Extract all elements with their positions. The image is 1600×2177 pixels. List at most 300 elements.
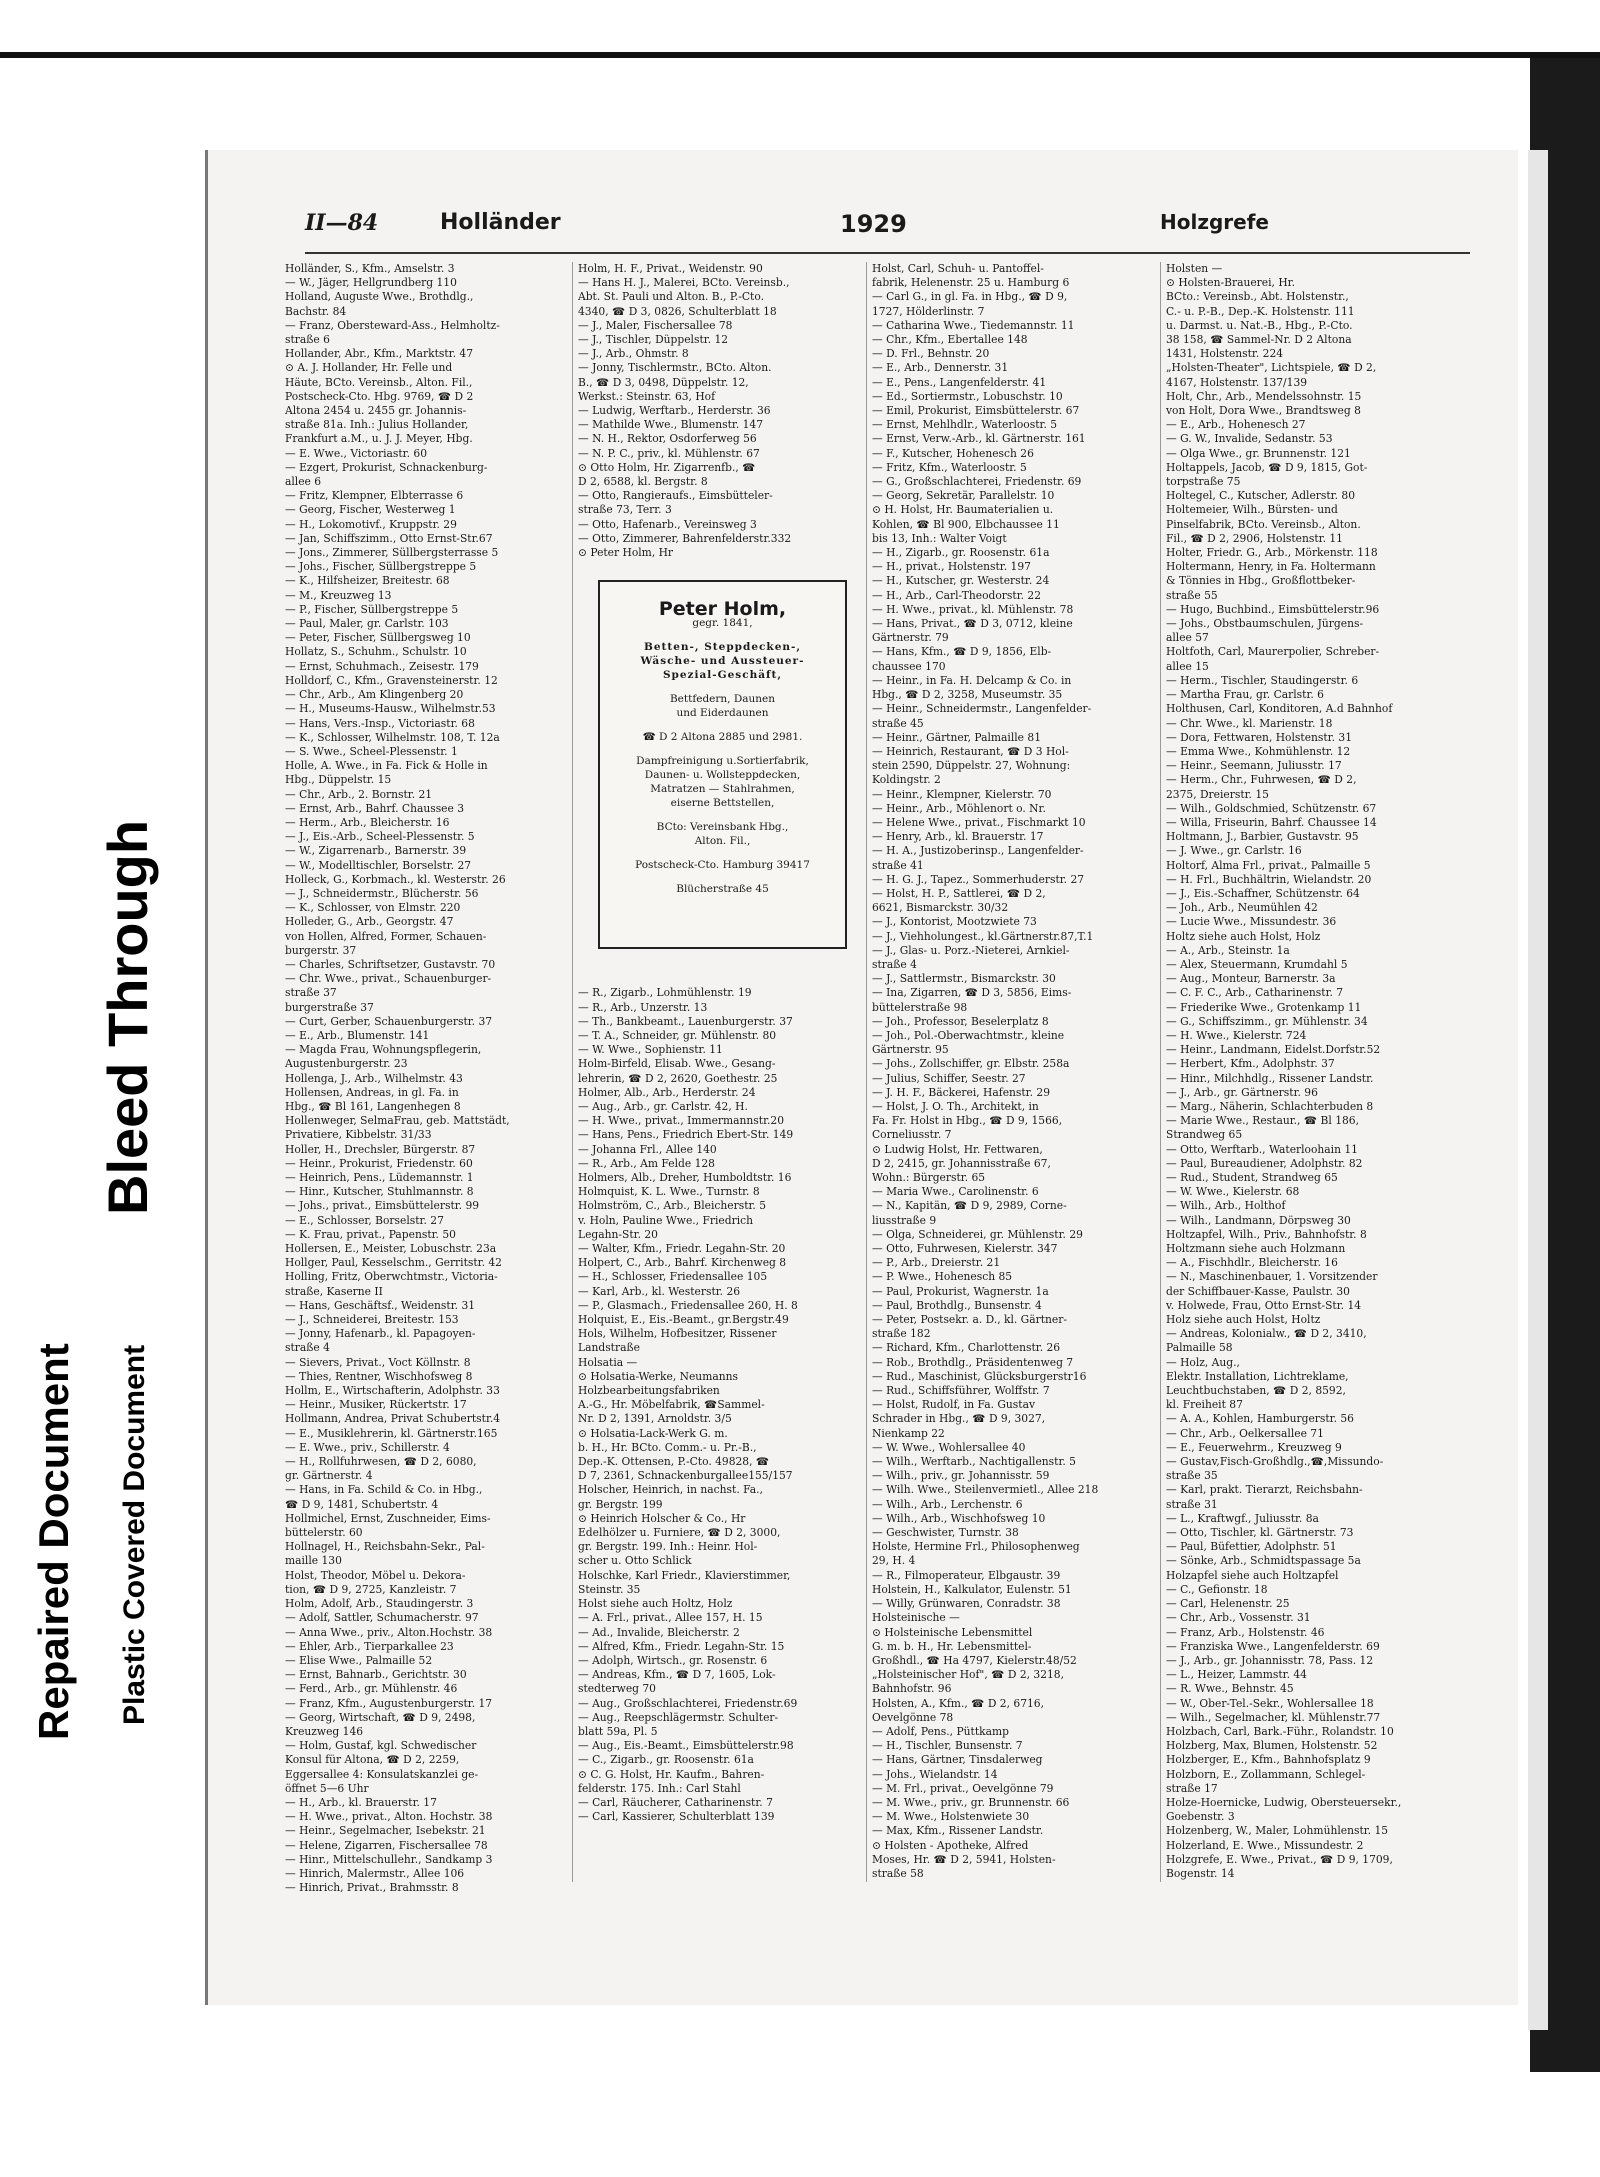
directory-entry: gr. Bergstr. 199. Inh.: Heinr. Hol-: [578, 1540, 758, 1554]
directory-entry: tion, ☎ D 9, 2725, Kanzleistr. 7: [285, 1582, 457, 1596]
directory-entry: — Thies, Rentner, Wischhofsweg 8: [285, 1369, 473, 1383]
directory-entry: — Heinr., Gärtner, Palmaille 81: [872, 730, 1041, 744]
directory-entry: — H. A., Justizoberinsp., Langenfelder-: [872, 844, 1084, 858]
ad-line: Bettfedern, Daunen: [669, 693, 776, 705]
directory-entry: Nienkamp 22: [872, 1426, 945, 1440]
directory-entry: — Mathilde Wwe., Blumenstr. 147: [578, 418, 764, 432]
directory-entry: Holzapfel siehe auch Holtzapfel: [1166, 1568, 1339, 1582]
directory-entry: — Joh., Professor, Beselerplatz 8: [872, 1014, 1049, 1028]
directory-entry: — J., Arb., Ohmstr. 8: [578, 347, 689, 361]
directory-entry: — T. A., Schneider, gr. Mühlenstr. 80: [578, 1028, 777, 1042]
directory-entry: — Alex, Steuermann, Krumdahl 5: [1166, 957, 1348, 971]
directory-entry: — Jonny, Tischlermstr., BCto. Alton.: [578, 361, 772, 375]
ad-phone: ☎ D 2 Altona 2885 und 2981.: [642, 731, 803, 743]
directory-entry: Holschke, Karl Friedr., Klavierstimmer,: [578, 1568, 791, 1582]
directory-entry: — Karl, prakt. Tierarzt, Reichsbahn-: [1166, 1483, 1363, 1497]
directory-entry: blatt 59a, Pl. 5: [578, 1724, 658, 1738]
ad-bank: Alton. Fil.,: [694, 835, 751, 847]
directory-entry: 29, H. 4: [872, 1554, 916, 1568]
directory-entry: — Heinr., Landmann, Eidelst.Dorfstr.52: [1166, 1043, 1381, 1057]
directory-entry: — Magda Frau, Wohnungspflegerin,: [285, 1043, 482, 1057]
directory-entry: — G. W., Invalide, Sedanstr. 53: [1166, 432, 1333, 446]
directory-entry: — Geschwister, Turnstr. 38: [872, 1526, 1019, 1540]
ad-line: Dampfreinigung u.Sortierfabrik,: [636, 755, 809, 767]
directory-entry: Edelhölzer u. Furniere, ☎ D 2, 3000,: [578, 1526, 781, 1540]
directory-entry: — W. Wwe., Wohlersallee 40: [872, 1440, 1026, 1454]
directory-entry: — Wilh., priv., gr. Johannisstr. 59: [872, 1469, 1050, 1483]
directory-entry: Landstraße: [578, 1341, 640, 1355]
directory-entry: — Adolph, Wirtsch., gr. Rosenstr. 6: [578, 1653, 768, 1667]
directory-entry: öffnet 5—6 Uhr: [285, 1781, 369, 1795]
directory-entry: — H. Frl., Buchhältrin, Wielandstr. 20: [1166, 872, 1372, 886]
directory-entry: Hollger, Paul, Kesselschm., Gerritstr. 42: [285, 1256, 502, 1270]
directory-entry: — A. Frl., privat., Allee 157, H. 15: [578, 1611, 763, 1625]
label-bleed-through: Bleed Through: [96, 819, 159, 1215]
directory-entry: Schrader in Hbg., ☎ D 9, 3027,: [872, 1412, 1046, 1426]
directory-entry: — Carl G., in gl. Fa. in Hbg., ☎ D 9,: [872, 290, 1068, 304]
directory-entry: — Herbert, Kfm., Adolphstr. 37: [1166, 1057, 1335, 1071]
directory-entry: — K. Frau, privat., Papenstr. 50: [285, 1227, 456, 1241]
directory-entry: straße, Kaserne II: [285, 1284, 383, 1298]
directory-entry: — W., Jäger, Hellgrundberg 110: [285, 276, 457, 290]
directory-entry: — A. A., Kohlen, Hamburgerstr. 56: [1166, 1412, 1354, 1426]
directory-entry: — Hans, Vers.-Insp., Victoriastr. 68: [285, 716, 475, 730]
directory-entry: — Ehler, Arb., Tierparkallee 23: [285, 1639, 454, 1653]
directory-entry: Hols, Wilhelm, Hofbesitzer, Rissener: [578, 1327, 777, 1341]
ad-founded: gegr. 1841,: [692, 617, 753, 629]
directory-entry: Holländer, S., Kfm., Amselstr. 3: [285, 262, 455, 275]
directory-entry: — Chr. Wwe., kl. Marienstr. 18: [1166, 716, 1333, 730]
directory-entry: — S. Wwe., Scheel-Plessenstr. 1: [285, 744, 458, 758]
directory-entry: — Ferd., Arb., gr. Mühlenstr. 46: [285, 1682, 458, 1696]
directory-entry: D 2, 2415, gr. Johannisstraße 67,: [872, 1156, 1051, 1170]
directory-entry: Holthusen, Carl, Konditoren, A.d Bahnhof: [1166, 702, 1393, 716]
directory-entry: Pinselfabrik, BCto. Vereinsb., Alton.: [1166, 517, 1361, 531]
directory-entry: 6621, Bismarckstr. 30/32: [872, 901, 1009, 915]
directory-entry: — N., Kapitän, ☎ D 9, 2989, Corne-: [872, 1199, 1067, 1213]
directory-entry: — Helene Wwe., privat., Fischmarkt 10: [872, 815, 1086, 829]
directory-entry: — Johs., Fischer, Süllbergstreppe 5: [285, 560, 477, 574]
directory-entry: Holling, Fritz, Oberwchtmstr., Victoria-: [285, 1270, 498, 1284]
directory-entry: Hollatz, S., Schuhm., Schulstr. 10: [285, 645, 467, 659]
directory-entry: Bachstr. 84: [285, 304, 347, 318]
directory-entry: Holst, Theodor, Möbel u. Dekora-: [285, 1568, 466, 1582]
directory-entry: — Heinr., Seemann, Juliusstr. 17: [1166, 759, 1342, 773]
directory-entry: — Friederike Wwe., Grotenkamp 11: [1166, 1000, 1362, 1014]
directory-entry: felderstr. 175. Inh.: Carl Stahl: [578, 1781, 741, 1795]
directory-entry: Leuchtbuchstaben, ☎ D 2, 8592,: [1166, 1384, 1346, 1398]
directory-entry: — Wilh., Arb., Lerchenstr. 6: [872, 1497, 1023, 1511]
ad-line: Matratzen — Stahlrahmen,: [650, 783, 795, 795]
directory-entry: [578, 560, 868, 574]
directory-entry: Goebenstr. 3: [1166, 1810, 1235, 1824]
directory-entry: — Hans, Kfm., ☎ D 9, 1856, Elb-: [872, 645, 1052, 659]
directory-entry: Gärtnerstr. 95: [872, 1043, 949, 1057]
directory-entry: — R., Zigarb., Lohmühlenstr. 19: [578, 986, 752, 1000]
directory-entry: Hollnagel, H., Reichsbahn-Sekr., Pal-: [285, 1540, 485, 1554]
scan-top-margin: [0, 0, 1600, 58]
directory-entry: — C., Zigarb., gr. Roosenstr. 61a: [578, 1753, 754, 1767]
directory-entry: — Herm., Tischler, Staudingerstr. 6: [1166, 673, 1359, 687]
directory-entry: — Heinr., in Fa. H. Delcamp & Co. in: [872, 673, 1072, 687]
directory-entry: — Charles, Schriftsetzer, Gustavstr. 70: [285, 957, 496, 971]
directory-entry: — J., Sattlermstr., Bismarckstr. 30: [872, 972, 1056, 986]
directory-entry: — Heinr., Prokurist, Friedenstr. 60: [285, 1156, 473, 1170]
directory-entry: straße 17: [1166, 1781, 1218, 1795]
directory-entry: der Schiffbauer-Kasse, Paulstr. 30: [1166, 1284, 1350, 1298]
directory-entry: Frankfurt a.M., u. J. J. Meyer, Hbg.: [285, 432, 473, 446]
directory-entry: ⊙ A. J. Hollander, Hr. Felle und: [285, 361, 453, 375]
directory-entry: — Georg, Fischer, Westerweg 1: [285, 503, 456, 517]
directory-entry: — Jan, Schiffszimm., Otto Ernst-Str.67: [285, 531, 493, 545]
directory-entry: — H. Wwe., Kielerstr. 724: [1166, 1028, 1307, 1042]
directory-entry: Häute, BCto. Vereinsb., Alton. Fil.,: [285, 375, 473, 389]
directory-entry: — P., Glasmach., Friedensallee 260, H. 8: [578, 1298, 798, 1312]
ad-line: eiserne Bettstellen,: [670, 797, 775, 809]
directory-entry: — Wilh., Landmann, Dörpsweg 30: [1166, 1213, 1351, 1227]
directory-entry: — M., Kreuzweg 13: [285, 588, 392, 602]
directory-entry: — H., Schlosser, Friedensallee 105: [578, 1270, 768, 1284]
directory-entry: allee 6: [285, 475, 322, 489]
directory-entry: Hollersen, E., Meister, Lobuschstr. 23a: [285, 1242, 497, 1256]
directory-entry: — J., Maler, Fischersallee 78: [578, 318, 733, 332]
column-divider: [572, 262, 573, 1882]
ad-line: und Eiderdaunen: [676, 707, 769, 719]
directory-entry: — N., Maschinenbauer, 1. Vorsitzender: [1166, 1270, 1378, 1284]
directory-entry: ⊙ Ludwig Holst, Hr. Fettwaren,: [872, 1142, 1043, 1156]
directory-entry: C.- u. P.-B., Dep.-K. Holstenstr. 111: [1166, 304, 1355, 318]
directory-entry: Hollander, Abr., Kfm., Marktstr. 47: [285, 347, 473, 361]
directory-entry: — Ernst, Bahnarb., Gerichtstr. 30: [285, 1668, 467, 1682]
directory-entry: — Franziska Wwe., Langenfelderstr. 69: [1166, 1639, 1380, 1653]
directory-entry: Bogenstr. 14: [1166, 1866, 1235, 1880]
directory-entry: — J., Tischler, Düppelstr. 12: [578, 333, 729, 347]
directory-entry: Holzerland, E. Wwe., Missundestr. 2: [1166, 1838, 1364, 1852]
directory-entry: ⊙ H. Holst, Hr. Baumaterialien u.: [872, 503, 1054, 517]
directory-entry: — Johs., privat., Eimsbüttelerstr. 99: [285, 1199, 480, 1213]
ad-address: Blücherstraße 45: [676, 883, 769, 895]
directory-entry: & Tönnies in Hbg., Großflottbeker-: [1166, 574, 1356, 588]
directory-entry: Holm, Adolf, Arb., Staudingerstr. 3: [285, 1597, 474, 1611]
directory-entry: — Karl, Arb., kl. Westerstr. 26: [578, 1284, 741, 1298]
directory-entry: Holtappels, Jacob, ☎ D 9, 1815, Got-: [1166, 460, 1368, 474]
directory-entry: — Aug., Großschlachterei, Friedenstr.69: [578, 1696, 798, 1710]
directory-entry: — Hinrich, Malermstr., Allee 106: [285, 1866, 465, 1880]
directory-entry: ⊙ Holsteinische Lebensmittel: [872, 1625, 1033, 1639]
directory-entry: allee 57: [1166, 631, 1209, 645]
directory-entry: — Paul, Maler, gr. Carlstr. 103: [285, 617, 449, 631]
directory-entry: 2375, Dreierstr. 15: [1166, 787, 1269, 801]
directory-entry: — G., Schiffszimm., gr. Mühlenstr. 34: [1166, 1014, 1368, 1028]
directory-entry: Fil., ☎ D 2, 2906, Holstenstr. 11: [1166, 531, 1343, 545]
directory-entry: — Holm, Gustaf, kgl. Schwedischer: [285, 1739, 477, 1753]
directory-entry: — Aug., Monteur, Barnerstr. 3a: [1166, 972, 1336, 986]
directory-entry: — Joh., Arb., Neumühlen 42: [1166, 901, 1318, 915]
directory-entry: BCto.: Vereinsb., Abt. Holstenstr.,: [1166, 290, 1349, 304]
directory-entry: — Hans, Geschäftsf., Weidenstr. 31: [285, 1298, 476, 1312]
directory-entry: D 2, 6588, kl. Bergstr. 8: [578, 475, 708, 489]
directory-entry: — Heinr., Arb., Möhlenort o. Nr.: [872, 801, 1046, 815]
directory-entry: Holscher, Heinrich, in nachst. Fa.,: [578, 1483, 763, 1497]
directory-entry: — E. Wwe., Victoriastr. 60: [285, 446, 427, 460]
directory-entry: — Marg., Näherin, Schlachterbuden 8: [1166, 1099, 1374, 1113]
directory-entry: — Max, Kfm., Rissener Landstr.: [872, 1824, 1044, 1838]
directory-entry: — G., Großschlachterei, Friedenstr. 69: [872, 475, 1082, 489]
ad-title: Peter Holm,: [658, 598, 787, 620]
directory-entry: bis 13, Inh.: Walter Voigt: [872, 531, 1007, 545]
directory-entry: Werkst.: Steinstr. 63, Hof: [578, 389, 716, 403]
directory-entry: — Elise Wwe., Palmaille 52: [285, 1653, 433, 1667]
directory-entry: — K., Hilfsheizer, Breitestr. 68: [285, 574, 450, 588]
directory-entry: Holmström, C., Arb., Bleicherstr. 5: [578, 1199, 767, 1213]
directory-entry: — Martha Frau, gr. Carlstr. 6: [1166, 688, 1324, 702]
directory-entry: — R., Arb., Unzerstr. 13: [578, 1000, 708, 1014]
directory-entry: — J., Eis.-Schaffner, Schützenstr. 64: [1166, 886, 1360, 900]
directory-entry: — Holst, Rudolf, in Fa. Gustav: [872, 1398, 1035, 1412]
directory-entry: — Paul, Prokurist, Wagnerstr. 1a: [872, 1284, 1049, 1298]
directory-entry: — Paul, Büfettier, Adolphstr. 51: [1166, 1540, 1337, 1554]
directory-entry: Holm-Birfeld, Elisab. Wwe., Gesang-: [578, 1057, 776, 1071]
directory-entry: Holst siehe auch Holtz, Holz: [578, 1597, 733, 1611]
directory-entry: A.-G., Hr. Möbelfabrik, ☎Sammel-: [578, 1398, 765, 1412]
directory-entry: gr. Bergstr. 199: [578, 1497, 663, 1511]
directory-entry: Holstein, H., Kalkulator, Eulenstr. 51: [872, 1582, 1072, 1596]
directory-entry: Hollm, E., Wirtschafterin, Adolphstr. 33: [285, 1384, 500, 1398]
directory-entry: — J. Wwe., gr. Carlstr. 16: [1166, 844, 1302, 858]
directory-entry: — Willa, Friseurin, Bahrf. Chaussee 14: [1166, 815, 1377, 829]
directory-entry: — E. Wwe., priv., Schillerstr. 4: [285, 1440, 450, 1454]
directory-entry: burgerstraße 37: [285, 1000, 374, 1014]
directory-entry: — Hinrich, Privat., Brahmsstr. 8: [285, 1881, 459, 1895]
directory-entry: — H., Rollfuhrwesen, ☎ D 2, 6080,: [285, 1455, 477, 1469]
directory-entry: — J., Glas- u. Porz.-Nieterei, Arnkiel-: [872, 943, 1070, 957]
directory-entry: [578, 958, 868, 972]
directory-entry: Holtermann, Henry, in Fa. Holtermann: [1166, 560, 1376, 574]
directory-entry: Holtfoth, Carl, Maurerpolier, Schreber-: [1166, 645, 1380, 659]
directory-column-3: [872, 262, 1162, 1902]
directory-entry: Legahn-Str. 20: [578, 1227, 658, 1241]
directory-entry: Holtegel, C., Kutscher, Adlerstr. 80: [1166, 489, 1356, 503]
directory-entry: — R., Arb., Am Felde 128: [578, 1156, 715, 1170]
directory-entry: Hollensen, Andreas, in gl. Fa. in: [285, 1085, 459, 1099]
directory-entry: Holm, H. F., Privat., Weidenstr. 90: [578, 262, 763, 275]
directory-entry: Holz siehe auch Holst, Holtz: [1166, 1313, 1321, 1327]
directory-entry: straße 6: [285, 333, 330, 347]
directory-entry: — Sönke, Arb., Schmidtspassage 5a: [1166, 1554, 1361, 1568]
directory-entry: — Hans, Privat., ☎ D 3, 0712, kleine: [872, 617, 1073, 631]
directory-entry: — Heinr., Segelmacher, Isebekstr. 21: [285, 1824, 486, 1838]
directory-entry: — Otto, Fuhrwesen, Kielerstr. 347: [872, 1242, 1058, 1256]
directory-entry: — J., Viehholungest., kl.Gärtnerstr.87,T.1: [872, 929, 1094, 943]
directory-entry: — Chr., Arb., Oelkersallee 71: [1166, 1426, 1324, 1440]
directory-entry: Koldingstr. 2: [872, 773, 941, 787]
directory-entry: — R., Filmoperateur, Elbgaustr. 39: [872, 1568, 1061, 1582]
directory-entry: Holmquist, K. L. Wwe., Turnstr. 8: [578, 1185, 760, 1199]
directory-entry: Holler, H., Drechsler, Bürgerstr. 87: [285, 1142, 476, 1156]
directory-entry: Hbg., ☎ Bl 161, Langenhegen 8: [285, 1099, 461, 1113]
directory-entry: — H. Wwe., privat., Alton. Hochstr. 38: [285, 1810, 493, 1824]
directory-entry: von Holt, Dora Wwe., Brandtsweg 8: [1166, 404, 1361, 418]
scan-top-bar: [0, 52, 1600, 58]
directory-entry: Holmers, Alb., Dreher, Humboldtstr. 16: [578, 1171, 792, 1184]
directory-entry: — M. Frl., privat., Oevelgönne 79: [872, 1781, 1054, 1795]
page-number: II—84: [305, 210, 379, 236]
directory-entry: straße 81a. Inh.: Julius Hollander,: [285, 418, 469, 432]
directory-entry: straße 37: [285, 986, 337, 1000]
directory-entry: — E., Musiklehrerin, kl. Gärtnerstr.165: [285, 1426, 498, 1440]
directory-entry: — Lucie Wwe., Missundestr. 36: [1166, 915, 1337, 929]
directory-entry: Bahnhofstr. 96: [872, 1682, 952, 1696]
directory-entry: — W., Modelltischler, Borselstr. 27: [285, 858, 472, 872]
directory-entry: — Rud., Maschinist, Glücksburgerstr16: [872, 1369, 1087, 1383]
directory-entry: Holste, Hermine Frl., Philosophenweg: [872, 1540, 1080, 1554]
directory-entry: Holzberg, Max, Blumen, Holstenstr. 52: [1166, 1739, 1378, 1753]
directory-entry: — Franz, Arb., Holstenstr. 46: [1166, 1625, 1325, 1639]
directory-entry: straße 45: [872, 716, 924, 730]
directory-entry: — Sievers, Privat., Voct Köllnstr. 8: [285, 1355, 471, 1369]
directory-entry: — Gustav,Fisch-Großhdlg.,☎,Missundo-: [1166, 1455, 1384, 1469]
directory-entry: — Rud., Schiffsführer, Wolffstr. 7: [872, 1384, 1050, 1398]
directory-column-1: [285, 262, 565, 1902]
directory-entry: ⊙ Heinrich Holscher & Co., Hr: [578, 1511, 746, 1525]
directory-entry: — Heinr., Musiker, Rückertstr. 17: [285, 1398, 467, 1412]
directory-entry: — Wilh. Wwe., Steilenvermietl., Allee 218: [872, 1483, 1099, 1497]
directory-entry: von Hollen, Alfred, Former, Schauen-: [285, 929, 487, 943]
directory-entry: B., ☎ D 3, 0498, Düppelstr. 12,: [578, 375, 749, 389]
directory-entry: — J., Arb., gr. Johannisstr. 78, Pass. 12: [1166, 1653, 1374, 1667]
directory-entry: Kohlen, ☎ Bl 900, Elbchaussee 11: [872, 517, 1060, 531]
directory-entry: straße 73, Terr. 3: [578, 503, 672, 517]
directory-entry: — Peter, Postsekr. a. D., kl. Gärtner-: [872, 1313, 1067, 1327]
directory-entry: Privatiere, Kibbelstr. 31/33: [285, 1128, 432, 1142]
directory-entry: — Helene, Zigarren, Fischersallee 78: [285, 1838, 488, 1852]
page-header: [305, 210, 1470, 250]
directory-column-2: [578, 262, 868, 1902]
directory-entry: b. H., Hr. BCto. Comm.- u. Pr.-B.,: [578, 1440, 757, 1454]
directory-entry: — Ed., Sortiermstr., Lobuschstr. 10: [872, 389, 1063, 403]
directory-entry: — E., Pens., Langenfelderstr. 41: [872, 375, 1047, 389]
directory-entry: Holsten —: [1166, 262, 1223, 275]
directory-entry: Holsteinische —: [872, 1611, 960, 1625]
directory-entry: — Ezgert, Prokurist, Schnackenburg-: [285, 460, 488, 474]
directory-entry: Corneliusstr. 7: [872, 1128, 952, 1142]
directory-entry: — Hans, Pens., Friedrich Ebert-Str. 149: [578, 1128, 794, 1142]
directory-entry: allee 15: [1166, 659, 1209, 673]
directory-entry: — Otto, Zimmerer, Bahrenfelderstr.332: [578, 531, 792, 545]
directory-entry: — Holst, J. O. Th., Architekt, in: [872, 1099, 1039, 1113]
directory-entry: Holldorf, C., Kfm., Gravensteinerstr. 12: [285, 673, 498, 687]
directory-entry: Eggersallee 4: Konsulatskanzlei ge-: [285, 1767, 479, 1781]
directory-entry: — Carl, Räucherer, Catharinenstr. 7: [578, 1795, 773, 1809]
directory-entry: — W., Zigarrenarb., Barnerstr. 39: [285, 844, 467, 858]
directory-entry: — H., Zigarb., gr. Roosenstr. 61a: [872, 546, 1050, 560]
directory-entry: ⊙ Holsatia-Lack-Werk G. m.: [578, 1426, 728, 1440]
directory-entry: — H., Kutscher, gr. Westerstr. 24: [872, 574, 1050, 588]
directory-entry: Hollmann, Andrea, Privat Schubertstr.4: [285, 1412, 501, 1426]
directory-entry: Holleder, G., Arb., Georgstr. 47: [285, 915, 454, 929]
directory-entry: — E., Feuerwehrm., Kreuzweg 9: [1166, 1440, 1342, 1454]
directory-entry: — H. Wwe., privat., Immermannstr.20: [578, 1114, 785, 1128]
directory-entry: — Adolf, Pens., Püttkamp: [872, 1724, 1009, 1738]
directory-entry: Hollmichel, Ernst, Zuschneider, Eims-: [285, 1511, 491, 1525]
directory-entry: — K., Schlosser, von Elmstr. 220: [285, 901, 461, 915]
directory-entry: — M. Wwe., priv., gr. Brunnenstr. 66: [872, 1795, 1070, 1809]
directory-entry: Holzbearbeitungsfabriken: [578, 1384, 720, 1398]
directory-entry: — Marie Wwe., Restaur., ☎ Bl 186,: [1166, 1114, 1360, 1128]
directory-entry: — Rob., Brothdlg., Präsidentenweg 7: [872, 1355, 1074, 1369]
directory-entry: — Johanna Frl., Allee 140: [578, 1142, 717, 1156]
directory-entry: stein 2590, Düppelstr. 27, Wohnung:: [872, 759, 1071, 773]
directory-entry: Holsatia —: [578, 1355, 638, 1369]
directory-entry: straße 41: [872, 858, 924, 872]
directory-entry: maille 130: [285, 1554, 342, 1568]
directory-entry: Holzbach, Carl, Bark.-Führ., Rolandstr. 10: [1166, 1724, 1394, 1738]
directory-entry: — H. G. J., Tapez., Sommerhuderstr. 27: [872, 872, 1085, 886]
directory-entry: — H., Arb., kl. Brauerstr. 17: [285, 1795, 437, 1809]
ad-postcheck: Postscheck-Cto. Hamburg 39417: [635, 859, 810, 871]
directory-entry: — Hinr., Milchhdlg., Rissener Landstr.: [1166, 1071, 1374, 1085]
header-right-keyword: Holzgrefe: [1160, 210, 1269, 234]
directory-entry: Altona 2454 u. 2455 gr. Johannis-: [285, 404, 467, 418]
directory-entry: Holt, Chr., Arb., Mendelssohnstr. 15: [1166, 389, 1362, 403]
directory-entry: — Chr. Wwe., privat., Schauenburger-: [285, 972, 492, 986]
directory-entry: Holpert, C., Arb., Bahrf. Kirchenweg 8: [578, 1256, 787, 1270]
directory-entry: straße 58: [872, 1866, 924, 1880]
directory-entry: scher u. Otto Schlick: [578, 1554, 692, 1568]
directory-entry: — Wilh., Arb., Holthof: [1166, 1199, 1286, 1213]
directory-entry: — Holst, H. P., Sattlerei, ☎ D 2,: [872, 886, 1046, 900]
directory-entry: ⊙ Otto Holm, Hr. Zigarrenfb., ☎: [578, 460, 756, 474]
directory-entry: Holtzapfel, Wilh., Priv., Bahnhofstr. 8: [1166, 1227, 1367, 1241]
directory-entry: ⊙ Holsten-Brauerei, Hr.: [1166, 276, 1295, 290]
directory-entry: — Th., Bankbeamt., Lauenburgerstr. 37: [578, 1014, 793, 1028]
directory-entry: Fa. Fr. Holst in Hbg., ☎ D 9, 1566,: [872, 1114, 1063, 1128]
directory-entry: — Jons., Zimmerer, Süllbergsterrasse 5: [285, 546, 499, 560]
directory-entry: — Emil, Prokurist, Eimsbüttelerstr. 67: [872, 404, 1080, 418]
directory-entry: — L., Heizer, Lammstr. 44: [1166, 1668, 1307, 1682]
directory-entry: — Ernst, Verw.-Arb., kl. Gärtnerstr. 161: [872, 432, 1086, 446]
directory-entry: — Otto, Rangieraufs., Eimsbütteler-: [578, 489, 773, 503]
directory-entry: — Ernst, Schuhmach., Zeisestr. 179: [285, 659, 479, 673]
directory-entry: — R. Wwe., Behnstr. 45: [1166, 1682, 1294, 1696]
directory-entry: — Johs., Wielandstr. 14: [872, 1767, 998, 1781]
directory-entry: — Ad., Invalide, Bleicherstr. 2: [578, 1625, 740, 1639]
directory-entry: — Jonny, Hafenarb., kl. Papagoyen-: [285, 1327, 476, 1341]
directory-entry: [578, 972, 868, 986]
directory-entry: — H., Museums-Hausw., Wilhelmstr.53: [285, 702, 496, 716]
directory-entry: — Adolf, Sattler, Schumacherstr. 97: [285, 1611, 479, 1625]
header-year: 1929: [840, 210, 907, 238]
directory-entry: — Otto, Werftarb., Waterloohain 11: [1166, 1142, 1358, 1156]
directory-entry: — Herm., Chr., Fuhrwesen, ☎ D 2,: [1166, 773, 1357, 787]
directory-entry: straße 35: [1166, 1469, 1218, 1483]
directory-entry: — Catharina Wwe., Tiedemannstr. 11: [872, 318, 1075, 332]
directory-entry: lehrerin, ☎ D 2, 2620, Goethestr. 25: [578, 1071, 778, 1085]
directory-entry: — Alfred, Kfm., Friedr. Legahn-Str. 15: [578, 1639, 785, 1653]
directory-entry: G. m. b. H., Hr. Lebensmittel-: [872, 1639, 1032, 1653]
directory-entry: — Rud., Student, Strandweg 65: [1166, 1171, 1338, 1184]
directory-entry: ☎ D 9, 1481, Schubertstr. 4: [285, 1497, 439, 1511]
directory-entry: — Chr., Arb., Am Klingenberg 20: [285, 688, 464, 702]
directory-entry: v. Holn, Pauline Wwe., Friedrich: [578, 1213, 753, 1227]
directory-entry: ⊙ C. G. Holst, Hr. Kaufm., Bahren-: [578, 1767, 765, 1781]
directory-entry: — Peter, Fischer, Süllbergsweg 10: [285, 631, 471, 645]
directory-entry: liusstraße 9: [872, 1213, 937, 1227]
directory-entry: — E., Arb., Blumenstr. 141: [285, 1028, 430, 1042]
directory-entry: — Heinr., Schneidermstr., Langenfelder-: [872, 702, 1092, 716]
directory-entry: Hbg., ☎ D 2, 3258, Museumstr. 35: [872, 688, 1063, 702]
directory-entry: — C. F. C., Arb., Catharinenstr. 7: [1166, 986, 1344, 1000]
